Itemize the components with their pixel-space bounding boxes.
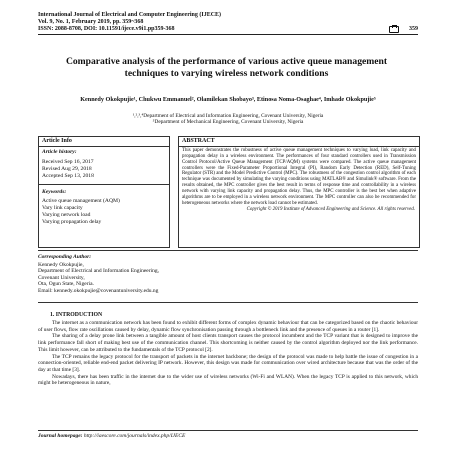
affiliation-line: ⁵Department of Mechanical Engineering, Covenant University, Nigeria <box>152 119 304 126</box>
footer <box>38 433 185 439</box>
page-number: 359 <box>409 26 418 32</box>
keywords-label: Keywords: <box>42 189 67 195</box>
issn-doi: ISSN: 2088-8708, DOI: 10.11591/ijece.v9i1.pp359-368 <box>38 26 175 32</box>
author-list: Kennedy Okokpujie¹, Chukwu Emmanuel², Olamilekan Shobayo³, Etinosa Noma-Osaghae⁴, Imhade Okokpujie⁵ <box>80 96 376 103</box>
article-history <box>39 147 169 182</box>
journal-name: International Journal of Electrical and Computer Engineering (IJECE) <box>38 12 222 18</box>
history-label: Article history: <box>42 149 77 155</box>
history-received: Received Sep 16, 2017 <box>42 159 94 165</box>
keyword: Vary link capacity <box>42 205 83 211</box>
corresponding-line: Ota, Ogun State, Nigeria. <box>38 281 94 288</box>
page-indicator <box>389 26 418 33</box>
copyright: Copyright © 2019 Institute of Advanced Engineering and Science. All rights reserved. <box>246 207 415 213</box>
article-info-heading: Article Info <box>42 138 72 144</box>
header-divider <box>38 34 418 35</box>
affiliation-line: ¹,²,³,⁴Department of Electrical and Information Engineering, Covenant University, Nigeria <box>132 113 324 119</box>
corresponding-line: Covenant University, <box>38 274 85 281</box>
homepage-link[interactable]: http://iaescore.com/journals/index.php/IJECE <box>83 433 186 439</box>
paragraph: The internet as a communication network has been found to exhibit different forms of complex dynamic behaviour that can be categorized based on the chaotic behaviour of user flows, flow rate oscillations caused by delay, dynamic flow synchronisation passing through a bottleneck link and the presence of queues in a router [1]. <box>38 320 418 333</box>
homepage-label: Journal homepage: <box>38 433 83 439</box>
keyword: Varying propagation delay <box>42 219 102 225</box>
footer-divider <box>38 430 418 431</box>
introduction-heading: 1. INTRODUCTION <box>50 312 103 318</box>
journal-logo-icon <box>389 26 399 33</box>
corresponding-line: Kennedy Okokpujie, <box>38 261 84 268</box>
corresponding-heading: Corresponding Author: <box>38 254 92 260</box>
paragraph: The sharing of a delay prone link between a tangible amount of host clients transport causes the protocol incumbent and the TCP variant that is designed to improve the link performance fall short of making best use of the communication channel. This shortcoming is neither caused by the control algorithm deployed nor the link performance. This limit however, can be attributed to the fundamentals of the TCP protocol [2]. <box>38 333 418 353</box>
paper-title: Comparative analysis of the performance of various active queue management techniques to varying wireless network conditions <box>65 56 388 79</box>
abstract-box <box>178 136 420 248</box>
keyword: Varying network load <box>42 212 91 218</box>
abstract-text: This paper demonstrates the robustness of active queue management techniques to varying load, link capacity and propagation delay in a wireless environment. The performances of four standard controllers used in Transmission Control Protocol/Active Queue Management (TCP/AQM) systems were compared. The active queue management controllers were the Fixed-Parameter Proportional Integral (PI), Random Early Detection (RED), Self-Tuning Regulator (STR) and the Model Predictive Control (MPC). The robustness of the congestion control algorithm of each technique was documented by simulating the varying conditions using MATLAB® and Simulink® software. From the results obtained, the MPC controller gives the best result in terms of response time and controllability in a wireless network with varying link capacity and propagation delay. Thus, the MPC controller is the best bet when adaptive algorithms are to be employed in a wireless network environment. The MPC controller can also be recommended for heterogeneous networks where the network load cannot be estimated. <box>182 148 416 206</box>
keywords <box>39 187 169 228</box>
abstract-heading: ABSTRACT <box>182 138 215 144</box>
corresponding-author <box>38 254 418 295</box>
history-accepted: Accepted Sep 13, 2018 <box>42 173 94 179</box>
corresponding-divider-bottom <box>38 302 418 303</box>
article-info-box <box>38 136 170 248</box>
volume-info: Vol. 9, No. 1, February 2019, pp. 359~368 <box>38 19 144 25</box>
introduction-body <box>38 320 418 387</box>
keyword: Active queue management (AQM) <box>42 198 120 204</box>
affiliations <box>38 113 418 126</box>
history-revised: Revised Aug 29, 2018 <box>42 166 92 172</box>
corresponding-divider-top <box>38 250 418 251</box>
corresponding-email[interactable]: Email: kennedy.okokpujie@covenantuniversity.edu.ng <box>38 287 159 294</box>
journal-header <box>38 12 418 33</box>
paragraph: Nowadays, there has been traffic in the internet due to the wider use of wireless networks (Wi-Fi and WLAN). When the legacy TCP is applied to this network, which might be heterogeneous in nature, <box>38 373 418 387</box>
keywords-divider <box>39 184 169 185</box>
corresponding-line: Department of Electrical and Information Engineering, <box>38 268 159 275</box>
paragraph: The TCP remains the legacy protocol for the transport of packets in the internet backbone; the design of the protocol was made to help battle the issue of congestion in a connection-oriented, reliable end-end packet delivering IP network. However, this design was made for communication over wired architecture because that was the order of the day at that time [3]. <box>38 353 418 373</box>
